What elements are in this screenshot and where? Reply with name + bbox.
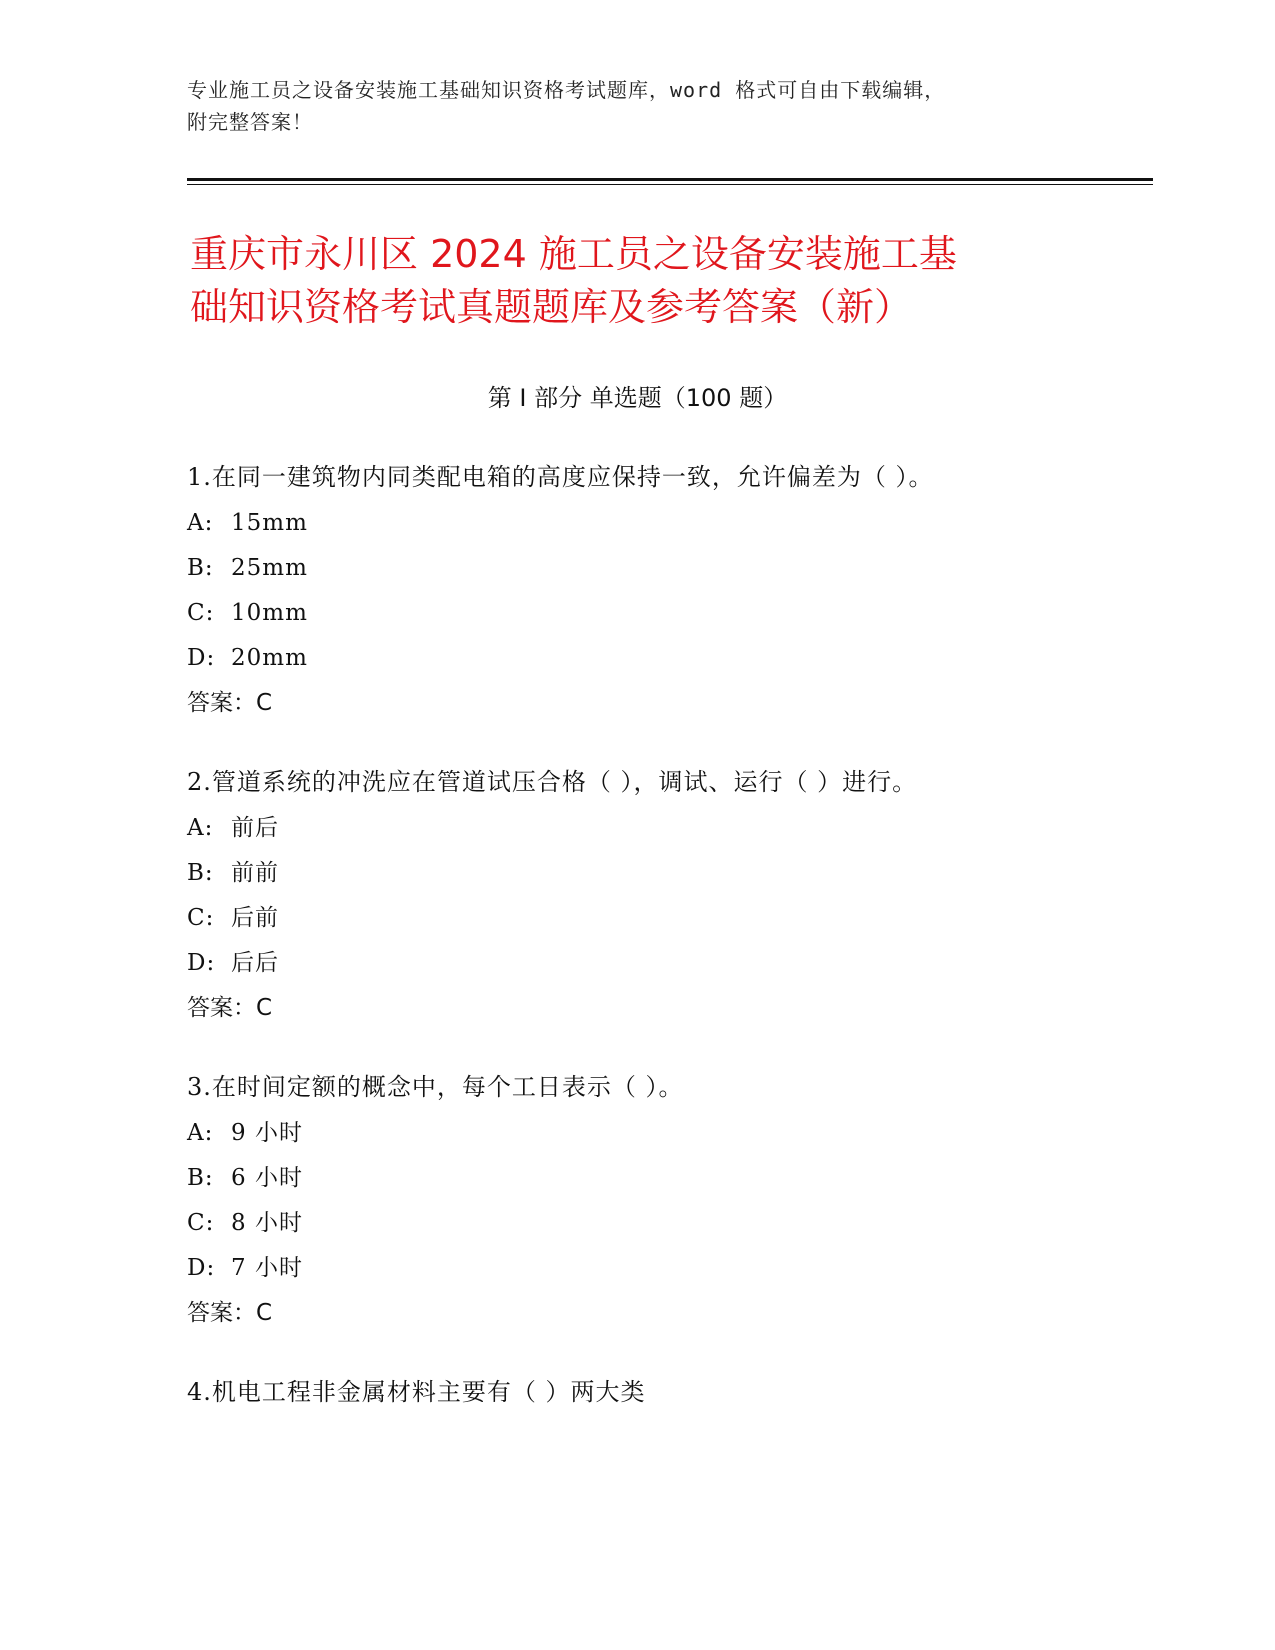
- option-letter: B:: [187, 555, 214, 581]
- option-text: 前后: [231, 815, 279, 841]
- option-letter: C:: [187, 600, 215, 626]
- answer: 答案：C: [187, 995, 273, 1021]
- option-text: 25mm: [231, 555, 308, 581]
- option-b: [187, 1163, 1137, 1208]
- option-text: 9 小时: [231, 1120, 303, 1146]
- header-divider-thick: [187, 178, 1153, 181]
- header-note-line-2: 附完整答案！: [187, 110, 313, 134]
- option-text: 10mm: [231, 600, 308, 626]
- option-d: [187, 948, 1137, 993]
- header-note: [187, 74, 1087, 138]
- option-text: 20mm: [231, 645, 308, 671]
- question-2: [187, 767, 1137, 1023]
- option-letter: B:: [187, 860, 214, 886]
- header-divider-thin: [187, 184, 1153, 185]
- header-note-line-1: 专业施工员之设备安装施工基础知识资格考试题库，word 格式可自由下载编辑，: [187, 78, 946, 102]
- option-text: 后后: [231, 950, 279, 976]
- option-text: 8 小时: [231, 1210, 303, 1236]
- option-c: [187, 903, 1137, 948]
- option-a: [187, 813, 1137, 858]
- option-c: [187, 1208, 1137, 1253]
- option-c: [187, 598, 1137, 643]
- option-b: [187, 553, 1137, 598]
- option-d: [187, 643, 1137, 688]
- option-letter: D:: [187, 950, 216, 976]
- option-letter: D:: [187, 645, 216, 671]
- document-title: [190, 228, 1090, 334]
- question-stem: 1.在同一建筑物内同类配电箱的高度应保持一致，允许偏差为（ ）。: [187, 463, 934, 491]
- question-1: [187, 462, 1137, 718]
- option-letter: A:: [187, 815, 214, 841]
- option-text: 后前: [231, 905, 279, 931]
- option-letter: C:: [187, 905, 215, 931]
- document-title-line-2: 础知识资格考试真题题库及参考答案（新）: [190, 285, 913, 329]
- answer: 答案：C: [187, 690, 273, 716]
- question-stem: 4.机电工程非金属材料主要有（ ）两大类: [187, 1378, 646, 1406]
- option-text: 前前: [231, 860, 279, 886]
- option-text: 7 小时: [231, 1255, 303, 1281]
- option-a: [187, 508, 1137, 553]
- option-letter: D:: [187, 1255, 216, 1281]
- option-a: [187, 1118, 1137, 1163]
- option-letter: A:: [187, 1120, 214, 1146]
- section-heading: 第 I 部分 单选题（100 题）: [487, 384, 788, 412]
- document-title-line-1: 重庆市永川区 2024 施工员之设备安装施工基: [190, 232, 957, 276]
- question-stem: 2.管道系统的冲洗应在管道试压合格（ ），调试、运行（ ）进行。: [187, 768, 918, 796]
- question-3: [187, 1072, 1137, 1328]
- option-text: 15mm: [231, 510, 308, 536]
- question-stem: 3.在时间定额的概念中，每个工日表示（ ）。: [187, 1073, 684, 1101]
- option-letter: B:: [187, 1165, 214, 1191]
- question-4: [187, 1377, 1137, 1423]
- option-b: [187, 858, 1137, 903]
- option-letter: A:: [187, 510, 214, 536]
- option-text: 6 小时: [231, 1165, 303, 1191]
- option-d: [187, 1253, 1137, 1298]
- answer: 答案：C: [187, 1300, 273, 1326]
- option-letter: C:: [187, 1210, 215, 1236]
